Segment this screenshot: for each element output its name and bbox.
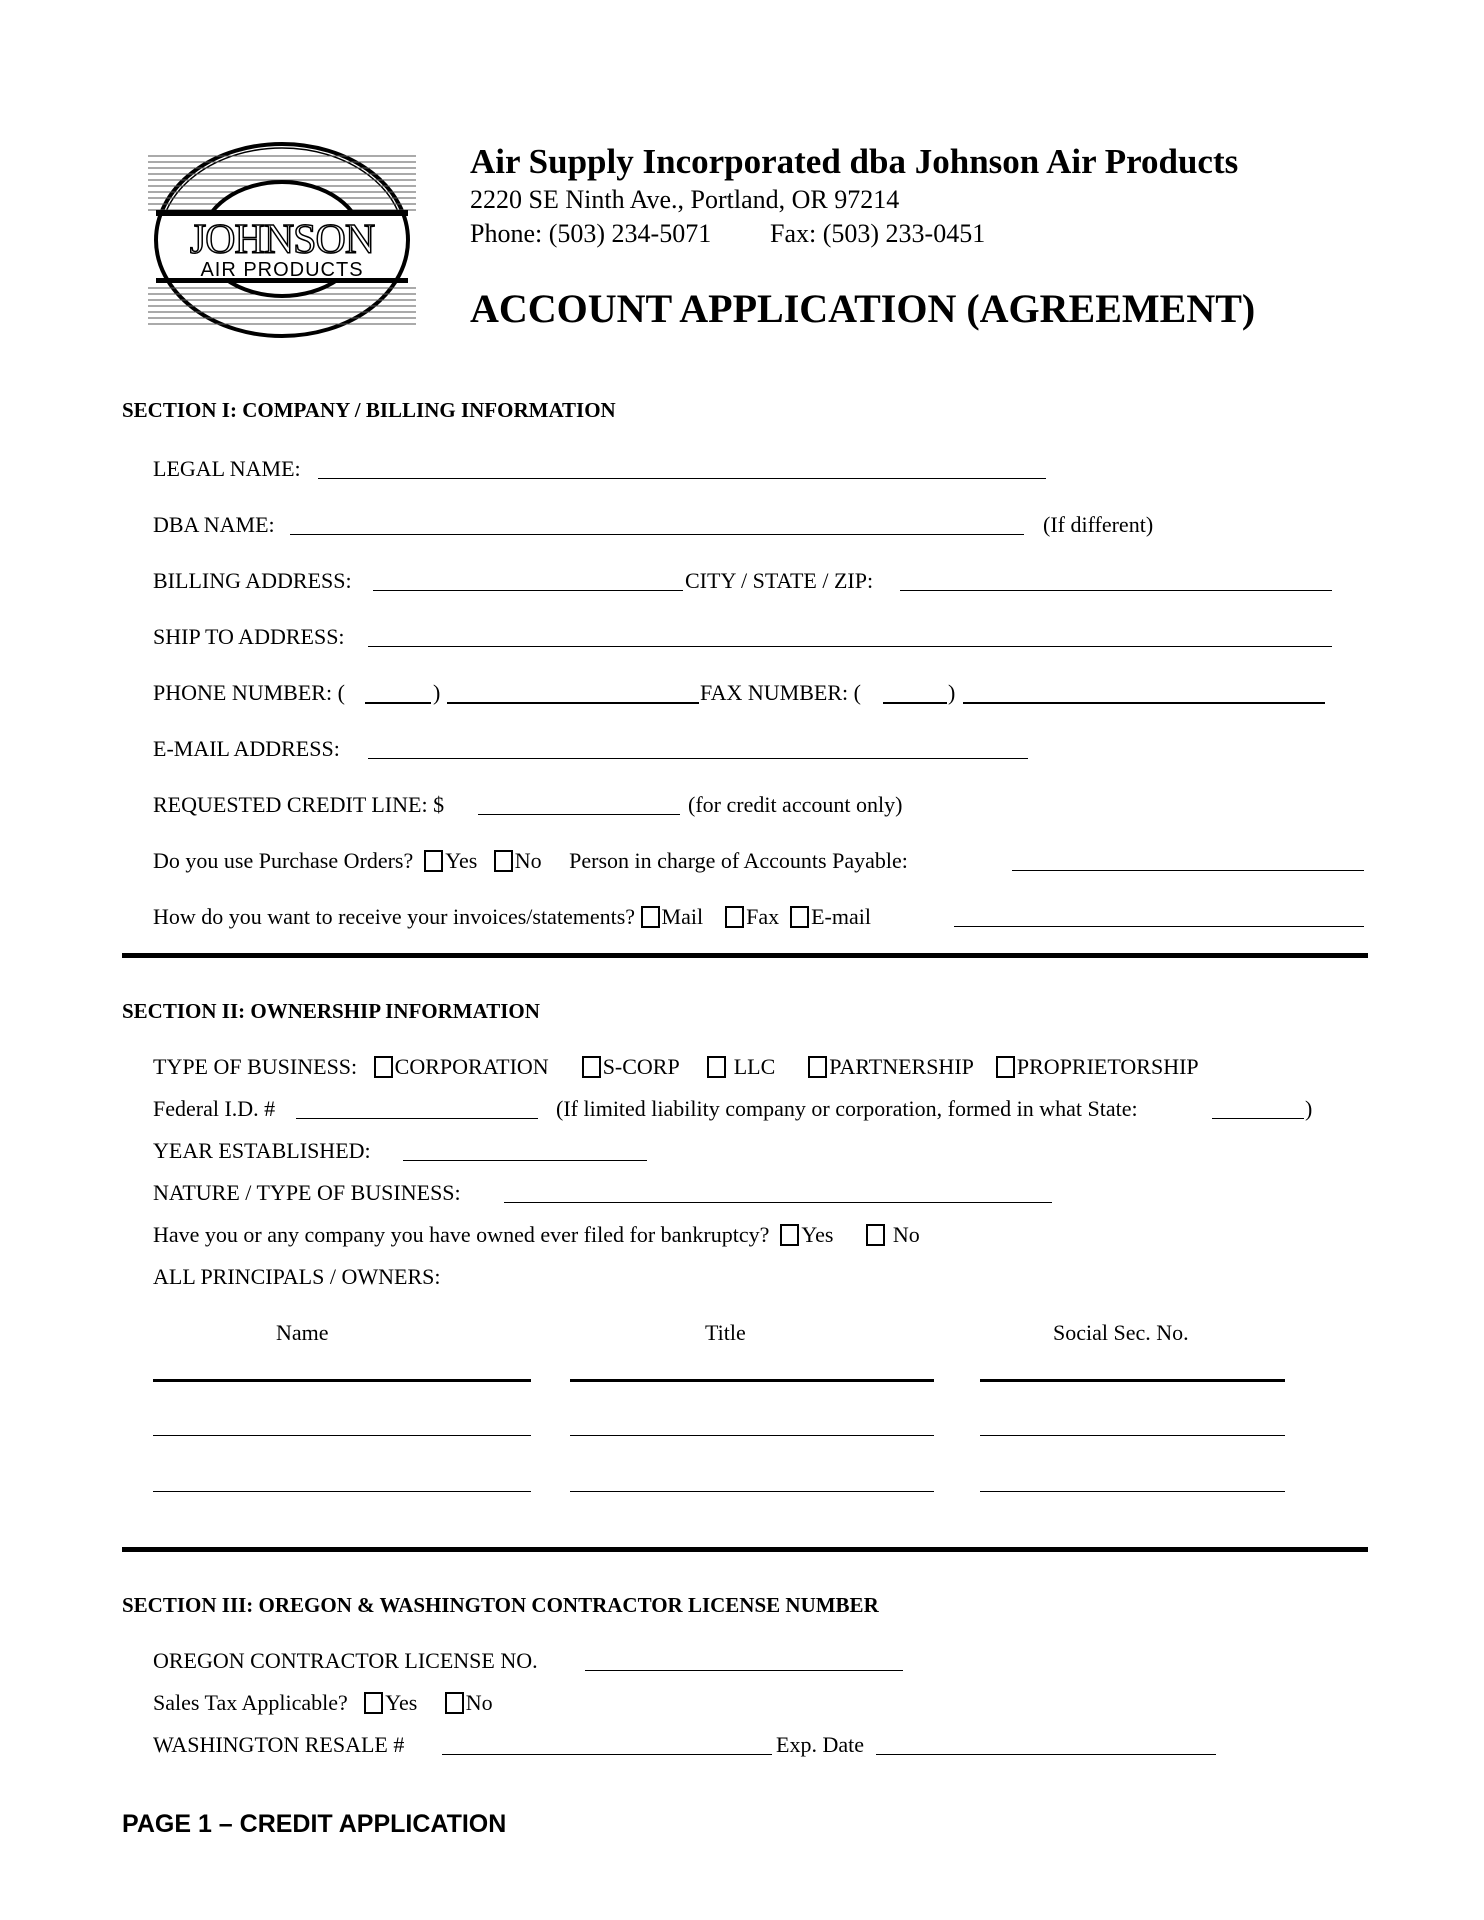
company-name: Air Supply Incorporated dba Johnson Air Products: [470, 142, 1239, 181]
sales-tax-yes-checkbox[interactable]: [364, 1692, 383, 1714]
bankruptcy-row: [153, 1222, 920, 1248]
principal-ssn-input[interactable]: [980, 1355, 1285, 1379]
city-state-zip-input[interactable]: [900, 568, 1332, 592]
business-type-row: [153, 1054, 1199, 1080]
exp-date-input[interactable]: [876, 1732, 1216, 1756]
company-phone: Phone: (503) 234-5071: [470, 219, 712, 248]
principal-title-input[interactable]: [570, 1467, 934, 1491]
wa-resale-input[interactable]: [442, 1732, 772, 1756]
sales-tax-question: Sales Tax Applicable?: [153, 1690, 348, 1715]
oregon-license-label: OREGON CONTRACTOR LICENSE NO.: [153, 1648, 538, 1673]
email-input[interactable]: [368, 736, 1028, 760]
sales-tax-no-label: No: [465, 1690, 493, 1715]
proprietorship-checkbox[interactable]: [996, 1056, 1015, 1078]
nature-input[interactable]: [504, 1180, 1052, 1204]
principal-ssn-line: [980, 1435, 1285, 1436]
llc-checkbox[interactable]: [707, 1056, 726, 1078]
invoice-email-input[interactable]: [954, 904, 1364, 928]
principal-title-input[interactable]: [570, 1355, 934, 1379]
credit-line-note: (for credit account only): [688, 792, 903, 817]
phone-number-label: PHONE NUMBER: (: [153, 680, 345, 705]
invoice-question: How do you want to receive your invoices/statements?: [153, 904, 636, 929]
formed-state-input[interactable]: [1212, 1096, 1304, 1120]
principals-label: ALL PRINCIPALS / OWNERS:: [153, 1264, 441, 1289]
logo-emblem-icon: [148, 138, 416, 343]
principal-ssn-line: [980, 1379, 1285, 1382]
legal-name-input[interactable]: [318, 456, 1046, 480]
formed-state-note: (If limited liability company or corporation, formed in what State:: [556, 1096, 1138, 1121]
principal-ssn-input[interactable]: [980, 1467, 1285, 1491]
year-established-label: YEAR ESTABLISHED:: [153, 1138, 371, 1163]
principal-title-line: [570, 1491, 934, 1492]
principal-name-line: [153, 1435, 531, 1436]
bankruptcy-yes-checkbox[interactable]: [780, 1224, 799, 1246]
invoice-row: [153, 904, 871, 930]
sales-tax-yes-label: Yes: [385, 1690, 418, 1715]
section-divider: [122, 953, 1368, 958]
corporation-label: CORPORATION: [394, 1054, 549, 1079]
principal-ssn-line: [980, 1491, 1285, 1492]
wa-resale-label: WASHINGTON RESALE #: [153, 1732, 405, 1757]
invoice-fax-checkbox[interactable]: [725, 906, 744, 928]
federal-id-input[interactable]: [296, 1096, 538, 1120]
principal-title-line: [570, 1435, 934, 1436]
exp-date-label: Exp. Date: [776, 1732, 864, 1757]
principal-name-input[interactable]: [153, 1355, 531, 1379]
s-corp-label: S-CORP: [602, 1054, 680, 1079]
sales-tax-no-checkbox[interactable]: [445, 1692, 464, 1714]
email-label: E-MAIL ADDRESS:: [153, 736, 340, 761]
company-fax: Fax: (503) 233-0451: [770, 219, 986, 248]
fax-paren-close: ): [948, 680, 956, 705]
ship-to-label: SHIP TO ADDRESS:: [153, 624, 345, 649]
logo-text-air-products: AIR PRODUCTS: [200, 259, 364, 281]
invoice-email-label: E-mail: [811, 904, 871, 929]
nature-label: NATURE / TYPE OF BUSINESS:: [153, 1180, 461, 1205]
principal-name-line: [153, 1491, 531, 1492]
principal-name-input[interactable]: [153, 1467, 531, 1491]
corporation-checkbox[interactable]: [374, 1056, 393, 1078]
section2-heading: SECTION II: OWNERSHIP INFORMATION: [122, 999, 540, 1023]
principal-ssn-input[interactable]: [980, 1411, 1285, 1435]
fax-number-input[interactable]: [963, 680, 1325, 704]
phone-area-code-input[interactable]: [365, 680, 431, 704]
ap-person-label: Person in charge of Accounts Payable:: [569, 848, 908, 873]
bankruptcy-yes-label: Yes: [801, 1222, 834, 1247]
po-no-label: No: [514, 848, 542, 873]
sales-tax-row: [153, 1690, 493, 1716]
section-divider: [122, 1547, 1368, 1552]
bankruptcy-no-label: No: [892, 1222, 920, 1247]
po-question: Do you use Purchase Orders?: [153, 848, 414, 873]
page-footer: PAGE 1 – CREDIT APPLICATION: [122, 1810, 507, 1838]
po-yes-checkbox[interactable]: [424, 850, 443, 872]
partnership-checkbox[interactable]: [808, 1056, 827, 1078]
invoice-mail-checkbox[interactable]: [641, 906, 660, 928]
po-no-checkbox[interactable]: [494, 850, 513, 872]
column-header-ssn: Social Sec. No.: [1053, 1320, 1189, 1345]
document-title: ACCOUNT APPLICATION (AGREEMENT): [470, 286, 1256, 331]
invoice-email-checkbox[interactable]: [790, 906, 809, 928]
principal-name-input[interactable]: [153, 1411, 531, 1435]
invoice-fax-label: Fax: [746, 904, 780, 929]
invoice-mail-label: Mail: [661, 904, 704, 929]
column-header-title: Title: [705, 1320, 746, 1345]
phone-number-input[interactable]: [447, 680, 699, 704]
billing-address-input[interactable]: [373, 568, 683, 592]
credit-line-input[interactable]: [478, 792, 680, 816]
bankruptcy-no-checkbox[interactable]: [866, 1224, 885, 1246]
principal-title-input[interactable]: [570, 1411, 934, 1435]
principal-name-line: [153, 1379, 531, 1382]
partnership-label: PARTNERSHIP: [829, 1054, 974, 1079]
dba-name-label: DBA NAME:: [153, 512, 275, 537]
section3-heading: SECTION III: OREGON & WASHINGTON CONTRACTOR LICENSE NUMBER: [122, 1593, 879, 1617]
fax-number-label: FAX NUMBER: (: [700, 680, 861, 705]
phone-paren-close: ): [433, 680, 441, 705]
business-type-label: TYPE OF BUSINESS:: [153, 1054, 358, 1079]
billing-address-label: BILLING ADDRESS:: [153, 568, 352, 593]
formed-state-paren: ): [1305, 1096, 1313, 1121]
dba-name-input[interactable]: [290, 512, 1024, 536]
ship-to-input[interactable]: [368, 624, 1332, 648]
po-yes-label: Yes: [445, 848, 478, 873]
section1-heading: SECTION I: COMPANY / BILLING INFORMATION: [122, 398, 616, 422]
bankruptcy-question: Have you or any company you have owned ever filed for bankruptcy?: [153, 1222, 770, 1247]
ap-person-input[interactable]: [1012, 848, 1364, 872]
federal-id-label: Federal I.D. #: [153, 1096, 276, 1121]
po-row: [153, 848, 908, 874]
oregon-license-input[interactable]: [585, 1648, 903, 1672]
column-header-name: Name: [276, 1320, 329, 1345]
city-state-zip-label: CITY / STATE / ZIP:: [685, 568, 874, 593]
llc-label: LLC: [733, 1054, 776, 1079]
legal-name-label: LEGAL NAME:: [153, 456, 301, 481]
year-established-input[interactable]: [403, 1138, 647, 1162]
proprietorship-label: PROPRIETORSHIP: [1016, 1054, 1199, 1079]
credit-line-label: REQUESTED CREDIT LINE: $: [153, 792, 445, 817]
company-logo: [148, 138, 416, 343]
principal-title-line: [570, 1379, 934, 1382]
company-address: 2220 SE Ninth Ave., Portland, OR 97214: [470, 185, 900, 214]
logo-text-johnson: JOHNSON: [189, 217, 375, 263]
s-corp-checkbox[interactable]: [582, 1056, 601, 1078]
if-different-note: (If different): [1043, 512, 1154, 537]
fax-area-code-input[interactable]: [883, 680, 947, 704]
